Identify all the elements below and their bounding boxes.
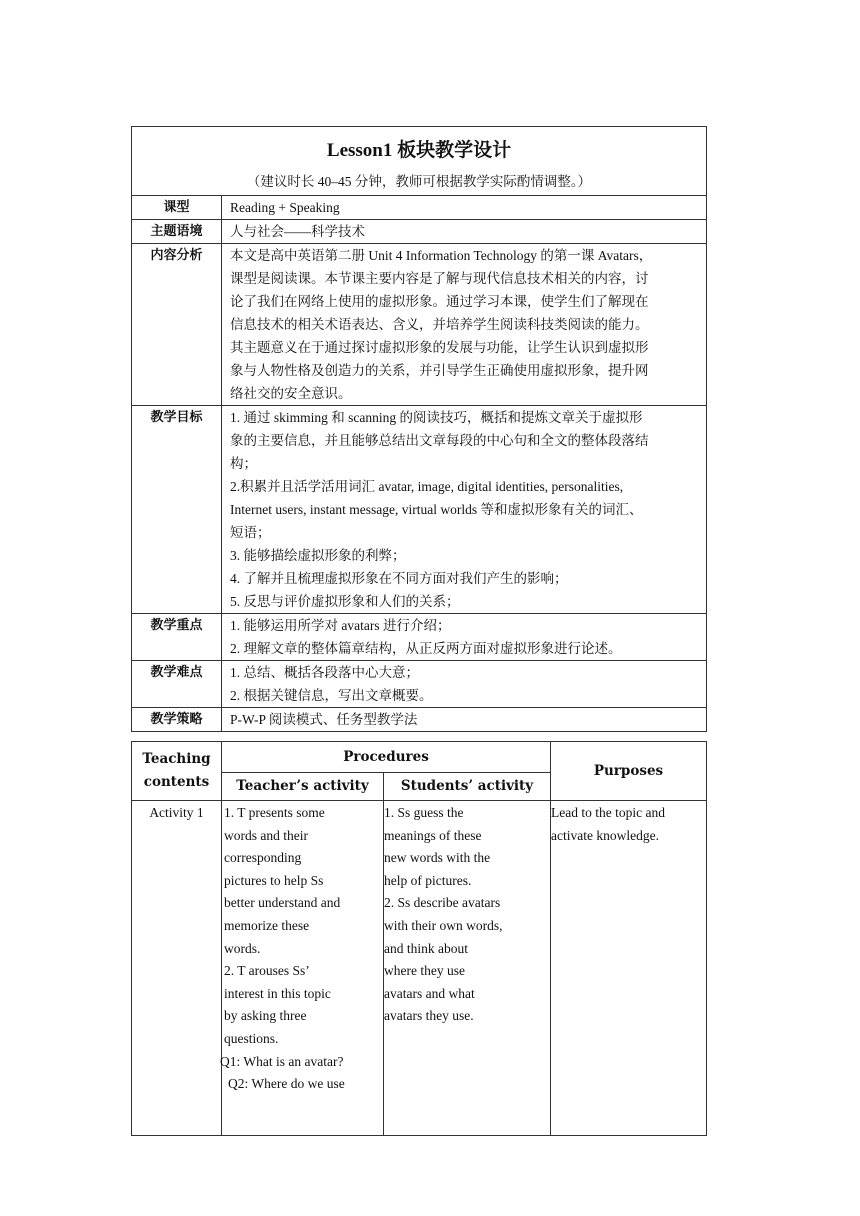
text-line: where they use — [384, 963, 465, 979]
label-difficulties: 教学难点 — [132, 661, 222, 708]
text-line: 构； — [230, 456, 257, 471]
text-line: 2.积累并且活学活用词汇 avatar, image, digital identities, personalities, — [230, 479, 624, 494]
row-difficulties — [132, 661, 707, 708]
text-line: 人与社会——科学技术 — [230, 224, 365, 239]
text-line: pictures to help Ss — [224, 872, 324, 888]
text-line: 络社交的安全意识。 — [230, 386, 352, 401]
text-line: 1. 通过 skimming 和 scanning 的阅读技巧，概括和提炼文章关于虚拟形 — [230, 410, 643, 425]
text-line: 课型是阅读课。本节课主要内容是了解与现代信息技术相关的内容，讨 — [230, 271, 649, 286]
text-line: Lead to the topic and — [551, 805, 665, 820]
value-objectives — [222, 406, 707, 614]
row-key-points — [132, 614, 707, 661]
purposes-cell — [551, 801, 707, 1136]
header-teacher-activity: Teacher’s activity — [222, 773, 384, 801]
text-line: 2. 根据关键信息，写出文章概要。 — [230, 688, 433, 703]
label-objectives: 教学目标 — [132, 406, 222, 614]
header-purposes: Purposes — [551, 742, 707, 801]
row-course-type — [132, 196, 707, 220]
text-line: with their own words, — [384, 917, 503, 933]
row-theme — [132, 220, 707, 244]
text-line: memorize these — [224, 917, 310, 933]
activity-row — [132, 801, 707, 1136]
value-course-type — [222, 196, 707, 220]
text-line: corresponding — [224, 850, 302, 866]
header-text: contents — [143, 774, 210, 790]
text-line: 4. 了解并且梳理虚拟形象在不同方面对我们产生的影响； — [230, 571, 568, 586]
text-line: words and their — [224, 827, 308, 843]
text-line: interest in this topic — [224, 985, 331, 1001]
text-line: P-W-P 阅读模式、任务型教学法 — [230, 712, 418, 727]
text-line: 2. 理解文章的整体篇章结构，从正反两方面对虚拟形象进行论述。 — [230, 641, 622, 656]
row-objectives — [132, 406, 707, 614]
value-theme — [222, 220, 707, 244]
text-line: 其主题意义在于通过探讨虚拟形象的发展与功能，让学生认识到虚拟形 — [230, 340, 649, 355]
value-strategy — [222, 708, 707, 732]
header-students-activity: Students’ activity — [384, 773, 551, 801]
row-strategy — [132, 708, 707, 732]
text-line: 本文是高中英语第二册 Unit 4 Information Technology 的第一课 Avatars， — [230, 248, 653, 263]
label-key-points: 教学重点 — [132, 614, 222, 661]
activity-name: Activity 1 — [132, 801, 222, 1136]
title-cell — [132, 127, 707, 196]
text-line: avatars they use. — [384, 1008, 474, 1024]
text-line: by asking three — [224, 1008, 307, 1024]
lesson-subtitle: （建议时长 40–45 分钟，教师可根据教学实际酌情调整。） — [246, 174, 592, 189]
text-line: activate knowledge. — [551, 827, 659, 843]
title-row — [132, 127, 707, 196]
text-line: 1. 总结、概括各段落中心大意； — [230, 665, 419, 680]
text-line: avatars and what — [384, 985, 475, 1001]
text-line: Q2: Where do we use — [228, 1076, 345, 1092]
teacher-activity-cell — [222, 801, 384, 1136]
text-line: questions. — [224, 1030, 279, 1046]
header-procedures: Procedures — [222, 742, 551, 773]
procedures-table — [131, 741, 707, 1136]
value-difficulties — [222, 661, 707, 708]
header-teaching-contents — [132, 742, 222, 801]
text-line: better understand and — [224, 895, 341, 911]
text-line: 象与人物性格及创造力的关系，并引导学生正确使用虚拟形象，提升网 — [230, 363, 649, 378]
value-key-points — [222, 614, 707, 661]
label-theme: 主题语境 — [132, 220, 222, 244]
text-line: Q1: What is an avatar? — [220, 1053, 344, 1069]
text-line: 2. Ss describe avatars — [384, 895, 501, 911]
text-line: new words with the — [384, 850, 491, 866]
text-line: 短语； — [230, 525, 271, 540]
value-content-analysis — [222, 244, 707, 406]
text-line: 1. T presents some — [224, 805, 325, 820]
text-line: help of pictures. — [384, 872, 472, 888]
text-line: Reading + Speaking — [230, 200, 340, 215]
text-line: and think about — [384, 940, 468, 956]
header-text: Teaching — [142, 751, 211, 768]
label-content-analysis: 内容分析 — [132, 244, 222, 406]
text-line: 2. T arouses Ss’ — [224, 963, 310, 979]
text-line: 5. 反思与评价虚拟形象和人们的关系； — [230, 594, 460, 609]
text-line: words. — [224, 940, 261, 956]
text-line: 论了我们在网络上使用的虚拟形象。通过学习本课，使学生们了解现在 — [230, 294, 649, 309]
text-line: 象的主要信息，并且能够总结出文章每段的中心句和全文的整体段落结 — [230, 433, 649, 448]
text-line: 信息技术的相关术语表达、含义，并培养学生阅读科技类阅读的能力。 — [230, 317, 649, 332]
lesson-title: Lesson1 板块教学设计 — [326, 140, 512, 161]
text-line: 1. Ss guess the — [384, 805, 464, 820]
label-course-type: 课型 — [132, 196, 222, 220]
text-line: 1. 能够运用所学对 avatars 进行介绍； — [230, 618, 451, 633]
students-activity-cell — [384, 801, 551, 1136]
header-row-1 — [132, 742, 707, 773]
text-line: 3. 能够描绘虚拟形象的利弊； — [230, 548, 406, 563]
label-strategy: 教学策略 — [132, 708, 222, 732]
text-line: meanings of these — [384, 827, 482, 843]
row-content-analysis — [132, 244, 707, 406]
lesson-plan-table — [131, 126, 707, 732]
text-line: Internet users, instant message, virtual worlds 等和虚拟形象有关的词汇、 — [230, 502, 643, 517]
